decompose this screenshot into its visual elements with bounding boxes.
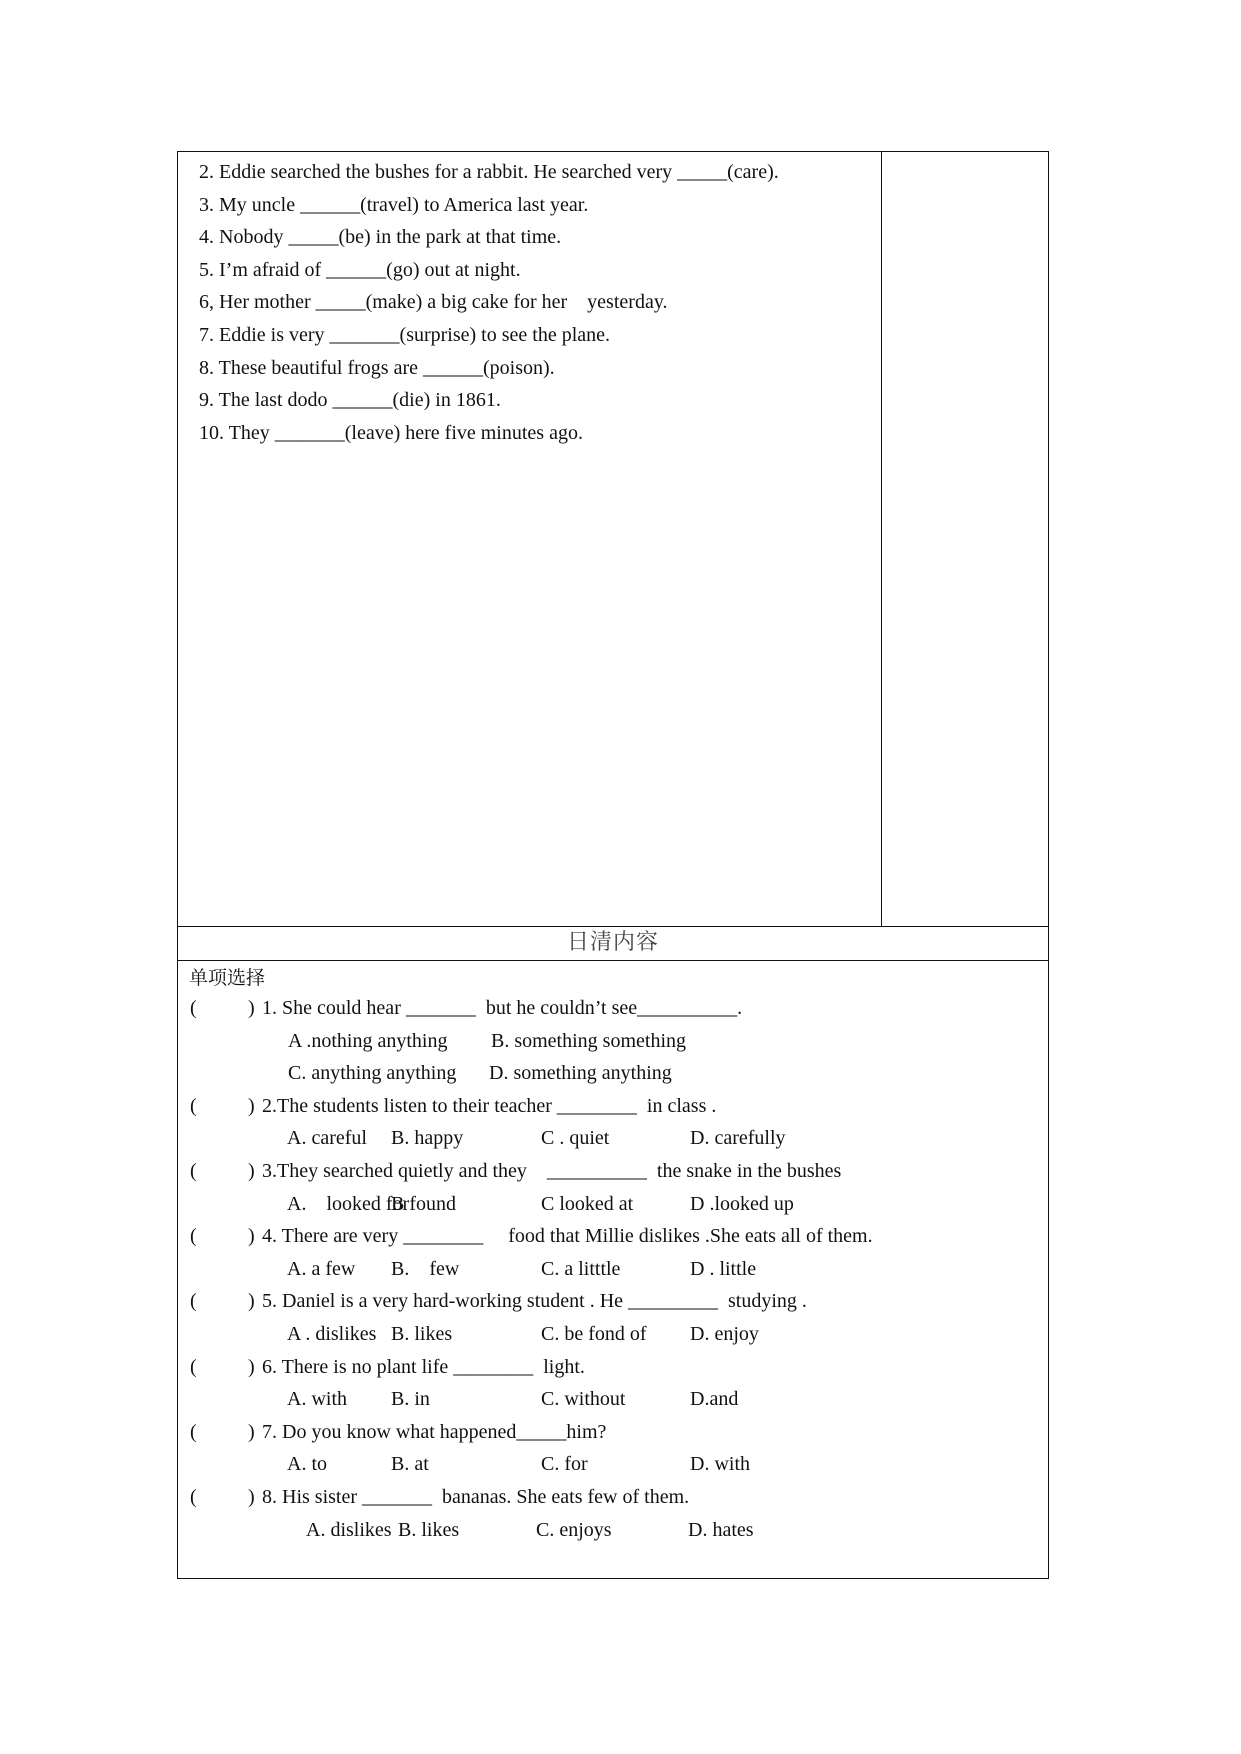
- option-a[interactable]: A. careful: [287, 1127, 367, 1150]
- question-stem: 2.The students listen to their teacher ________ in class .: [257, 1094, 717, 1117]
- answer-paren-close: ): [248, 1420, 255, 1443]
- option-b[interactable]: B. likes: [391, 1323, 453, 1345]
- answer-paren-close: ): [248, 1225, 255, 1248]
- option-b[interactable]: B. in: [391, 1388, 430, 1411]
- question-4: [178, 1220, 1048, 1253]
- answer-paren-open[interactable]: (: [190, 1355, 197, 1378]
- option-d[interactable]: D. carefully: [690, 1127, 786, 1150]
- question-stem: 8. His sister _______ bananas. She eats few of them.: [257, 1486, 690, 1508]
- exercise-item: 6, Her mother _____(make) a big cake for her yesterday.: [199, 291, 668, 314]
- option-c[interactable]: C. anything anything: [288, 1062, 457, 1085]
- answer-paren-close: ): [248, 1486, 255, 1508]
- option-b[interactable]: B. something something: [491, 1029, 686, 1052]
- question-stem: 1. She could hear _______ but he couldn’t see__________.: [257, 997, 743, 1019]
- option-a[interactable]: A .nothing anything: [288, 1029, 448, 1052]
- answer-paren-open[interactable]: (: [190, 997, 197, 1019]
- answer-paren-close: ): [248, 1290, 255, 1313]
- answer-paren-close: ): [248, 1355, 255, 1378]
- answer-paren-open[interactable]: (: [190, 1290, 197, 1313]
- option-d[interactable]: D.and: [690, 1388, 739, 1411]
- question-stem: 3.They searched quietly and they __________ the snake in the bushes: [257, 1160, 842, 1182]
- option-a[interactable]: A. a few: [287, 1257, 356, 1280]
- option-c[interactable]: C. without: [541, 1388, 626, 1411]
- answer-paren-close: ): [248, 1160, 255, 1182]
- answer-paren-open[interactable]: (: [190, 1225, 197, 1248]
- option-a[interactable]: A. dislikes: [306, 1518, 392, 1541]
- option-b[interactable]: B. at: [391, 1453, 429, 1476]
- answer-paren-open[interactable]: (: [190, 1094, 197, 1117]
- exercise-item: 8. These beautiful frogs are ______(poison).: [199, 356, 555, 379]
- exercise-row: [178, 152, 1048, 927]
- question-5: [178, 1285, 1048, 1318]
- worksheet-table: [177, 151, 1049, 1579]
- exercise-item: 3. My uncle ______(travel) to America last year.: [199, 193, 589, 216]
- option-c[interactable]: C. for: [541, 1453, 588, 1476]
- exercise-item: 4. Nobody _____(be) in the park at that time.: [199, 226, 562, 249]
- option-d[interactable]: D. hates: [688, 1518, 754, 1541]
- option-c[interactable]: C. enjoys: [536, 1518, 612, 1541]
- answer-paren-open[interactable]: (: [190, 1486, 197, 1508]
- answer-paren-open[interactable]: (: [190, 1160, 197, 1182]
- question-1: [178, 992, 1048, 1025]
- option-c[interactable]: C looked at: [541, 1192, 634, 1215]
- section-title: 单项选择: [189, 967, 266, 989]
- option-c[interactable]: C. be fond of: [541, 1323, 647, 1345]
- question-3: [178, 1155, 1048, 1188]
- question-stem: 6. There is no plant life ________ light.: [257, 1355, 585, 1378]
- question-6: [178, 1351, 1048, 1384]
- answer-paren-close: ): [248, 1094, 255, 1117]
- option-c[interactable]: C . quiet: [541, 1127, 610, 1150]
- exercise-item: 5. I’m afraid of ______(go) out at night.: [199, 258, 521, 281]
- option-c[interactable]: C. a litttle: [541, 1257, 621, 1280]
- exercise-item: 9. The last dodo ______(die) in 1861.: [199, 389, 501, 412]
- question-stem: 5. Daniel is a very hard-working student . He _________ studying .: [257, 1290, 807, 1313]
- question-8: [178, 1481, 1048, 1514]
- option-d[interactable]: D. with: [690, 1453, 750, 1476]
- option-d[interactable]: D .looked up: [690, 1192, 794, 1215]
- option-d[interactable]: D. enjoy: [690, 1323, 759, 1345]
- option-b[interactable]: B found: [391, 1192, 456, 1215]
- fill-in-exercise: [199, 156, 779, 449]
- option-b[interactable]: B. likes: [398, 1518, 460, 1541]
- option-a[interactable]: A. looked for: [287, 1192, 410, 1215]
- column-divider: [881, 152, 882, 926]
- option-d[interactable]: D. something anything: [489, 1062, 672, 1085]
- exercise-item: 10. They _______(leave) here five minutes ago.: [199, 421, 583, 444]
- exercise-item: 2. Eddie searched the bushes for a rabbit. He searched very _____(care).: [199, 161, 779, 183]
- option-a[interactable]: A. with: [287, 1388, 347, 1411]
- question-stem: 4. There are very ________ food that Millie dislikes .She eats all of them.: [257, 1225, 873, 1248]
- option-a[interactable]: A. to: [287, 1453, 327, 1476]
- option-d[interactable]: D . little: [690, 1257, 757, 1280]
- exercise-item: 7. Eddie is very _______(surprise) to see the plane.: [199, 323, 611, 346]
- option-b[interactable]: B. happy: [391, 1127, 464, 1150]
- answer-paren-open[interactable]: (: [190, 1420, 197, 1443]
- option-b[interactable]: B. few: [391, 1257, 460, 1280]
- question-7: [178, 1416, 1048, 1449]
- daily-review-header: 日清内容: [178, 927, 1048, 961]
- answer-paren-close: ): [248, 997, 255, 1019]
- question-stem: 7. Do you know what happened_____him?: [257, 1420, 607, 1443]
- option-a[interactable]: A . dislikes: [287, 1323, 377, 1345]
- question-2: [178, 1090, 1048, 1123]
